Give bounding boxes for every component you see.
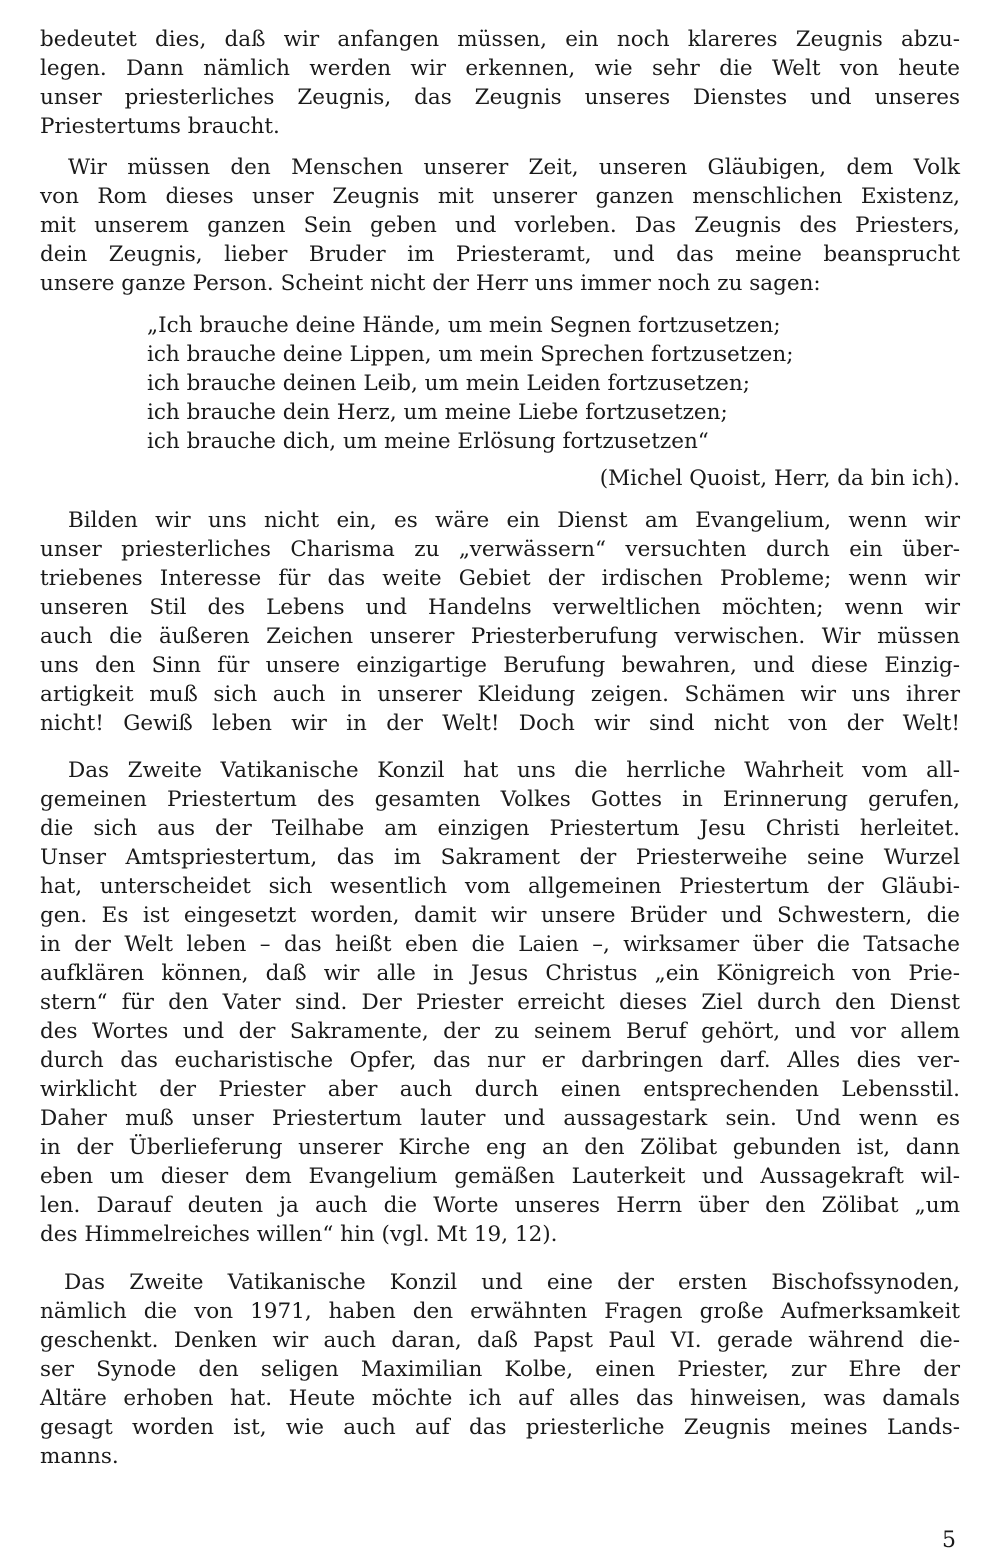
- paragraph-4-line: gen. Es ist eingesetzt worden, damit wir unsere Brüder und Schwestern, die: [40, 903, 960, 928]
- paragraph-3-line: triebenes Interesse für das weite Gebiet der irdischen Probleme; wenn wir: [40, 566, 960, 591]
- paragraph-3-line: unseren Stil des Lebens und Handelns verweltlichen möchten; wenn wir: [40, 595, 960, 620]
- paragraph-4-line: aufklären können, daß wir alle in Jesus Christus „ein Königreich von Prie-: [40, 961, 960, 986]
- paragraph-3-line: Bilden wir uns nicht ein, es wäre ein Dienst am Evangelium, wenn wir: [68, 508, 960, 533]
- paragraph-4-line: des Wortes und der Sakramente, der zu seinem Beruf gehört, und vor allem: [40, 1019, 960, 1044]
- paragraph-5-line: nämlich die von 1971, haben den erwähnten Fragen große Aufmerksamkeit: [40, 1299, 960, 1324]
- paragraph-4-line: die sich aus der Teilhabe am einzigen Priestertum Jesu Christi herleitet.: [40, 816, 960, 841]
- paragraph-5-line: manns.: [40, 1444, 119, 1469]
- paragraph-4-line: durch das eucharistische Opfer, das nur er darbringen darf. Alles dies ver-: [40, 1048, 960, 1073]
- paragraph-3-line: uns den Sinn für unsere einzigartige Berufung bewahren, und diese Einzig-: [40, 653, 960, 678]
- paragraph-4-line: wirklicht der Priester aber auch durch einen entsprechenden Lebensstil.: [40, 1077, 960, 1102]
- paragraph-5-line: Altäre erhoben hat. Heute möchte ich auf alles das hinweisen, was damals: [40, 1386, 960, 1411]
- document-page: [40, 0, 960, 1556]
- paragraph-1-line: bedeutet dies, daß wir anfangen müssen, ein noch klareres Zeugnis abzu-: [40, 27, 960, 52]
- paragraph-5-line: ser Synode den seligen Maximilian Kolbe, einen Priester, zur Ehre der: [40, 1357, 960, 1382]
- paragraph-2-line: unsere ganze Person. Scheint nicht der Herr uns immer noch zu sagen:: [40, 271, 821, 296]
- paragraph-4-line: Unser Amtspriestertum, das im Sakrament der Priesterweihe seine Wurzel: [40, 845, 960, 870]
- quotation-line: ich brauche deinen Leib, um mein Leiden fortzusetzen;: [147, 371, 750, 396]
- paragraph-4-line: len. Darauf deuten ja auch die Worte unseres Herrn über den Zölibat „um: [40, 1193, 960, 1218]
- paragraph-1-line: Priestertums braucht.: [40, 114, 280, 139]
- paragraph-4-line: Daher muß unser Priestertum lauter und aussagestark sein. Und wenn es: [40, 1106, 960, 1131]
- quotation-line: „Ich brauche deine Hände, um mein Segnen fortzusetzen;: [147, 313, 781, 338]
- paragraph-3-line: nicht! Gewiß leben wir in der Welt! Doch wir sind nicht von der Welt!: [40, 711, 960, 736]
- paragraph-5-line: gesagt worden ist, wie auch auf das priesterliche Zeugnis meines Lands-: [40, 1415, 960, 1440]
- paragraph-2-line: Wir müssen den Menschen unserer Zeit, unseren Gläubigen, dem Volk: [68, 155, 960, 180]
- paragraph-4-line: eben um dieser dem Evangelium gemäßen Lauterkeit und Aussagekraft wil-: [40, 1164, 960, 1189]
- paragraph-4-line: hat, unterscheidet sich wesentlich vom allgemeinen Priestertum der Gläubi-: [40, 874, 960, 899]
- paragraph-3-line: unser priesterliches Charisma zu „verwässern“ versuchten durch ein über-: [40, 537, 960, 562]
- paragraph-2-line: von Rom dieses unser Zeugnis mit unserer ganzen menschlichen Existenz,: [40, 184, 960, 209]
- paragraph-3-line: auch die äußeren Zeichen unserer Priesterberufung verwischen. Wir müssen: [40, 624, 960, 649]
- paragraph-4-line: stern“ für den Vater sind. Der Priester erreicht dieses Ziel durch den Dienst: [40, 990, 960, 1015]
- page-number: 5: [942, 1528, 956, 1553]
- paragraph-4-line: Das Zweite Vatikanische Konzil hat uns die herrliche Wahrheit vom all-: [68, 758, 960, 783]
- quotation-line: ich brauche dich, um meine Erlösung fortzusetzen“: [147, 429, 709, 454]
- paragraph-2-line: dein Zeugnis, lieber Bruder im Priesteramt, und das meine beansprucht: [40, 242, 960, 267]
- paragraph-5-line: geschenkt. Denken wir auch daran, daß Papst Paul VI. gerade während die-: [40, 1328, 960, 1353]
- paragraph-3-line: artigkeit muß sich auch in unserer Kleidung zeigen. Schämen wir uns ihrer: [40, 682, 960, 707]
- paragraph-2-line: mit unserem ganzen Sein geben und vorleben. Das Zeugnis des Priesters,: [40, 213, 960, 238]
- citation: (Michel Quoist, Herr, da bin ich).: [599, 466, 960, 491]
- quotation-line: ich brauche deine Lippen, um mein Sprechen fortzusetzen;: [147, 342, 794, 367]
- paragraph-4-line: in der Überlieferung unserer Kirche eng an den Zölibat gebunden ist, dann: [40, 1135, 960, 1160]
- paragraph-4-line: gemeinen Priestertum des gesamten Volkes Gottes in Erinnerung gerufen,: [40, 787, 960, 812]
- paragraph-1-line: unser priesterliches Zeugnis, das Zeugnis unseres Dienstes und unseres: [40, 85, 960, 110]
- paragraph-4-line: des Himmelreiches willen“ hin (vgl. Mt 19, 12).: [40, 1222, 558, 1247]
- paragraph-5-line: Das Zweite Vatikanische Konzil und eine der ersten Bischofssynoden,: [64, 1270, 960, 1295]
- paragraph-1-line: legen. Dann nämlich werden wir erkennen, wie sehr die Welt von heute: [40, 56, 960, 81]
- paragraph-4-line: in der Welt leben – das heißt eben die Laien –, wirksamer über die Tatsache: [40, 932, 960, 957]
- quotation-line: ich brauche dein Herz, um meine Liebe fortzusetzen;: [147, 400, 728, 425]
